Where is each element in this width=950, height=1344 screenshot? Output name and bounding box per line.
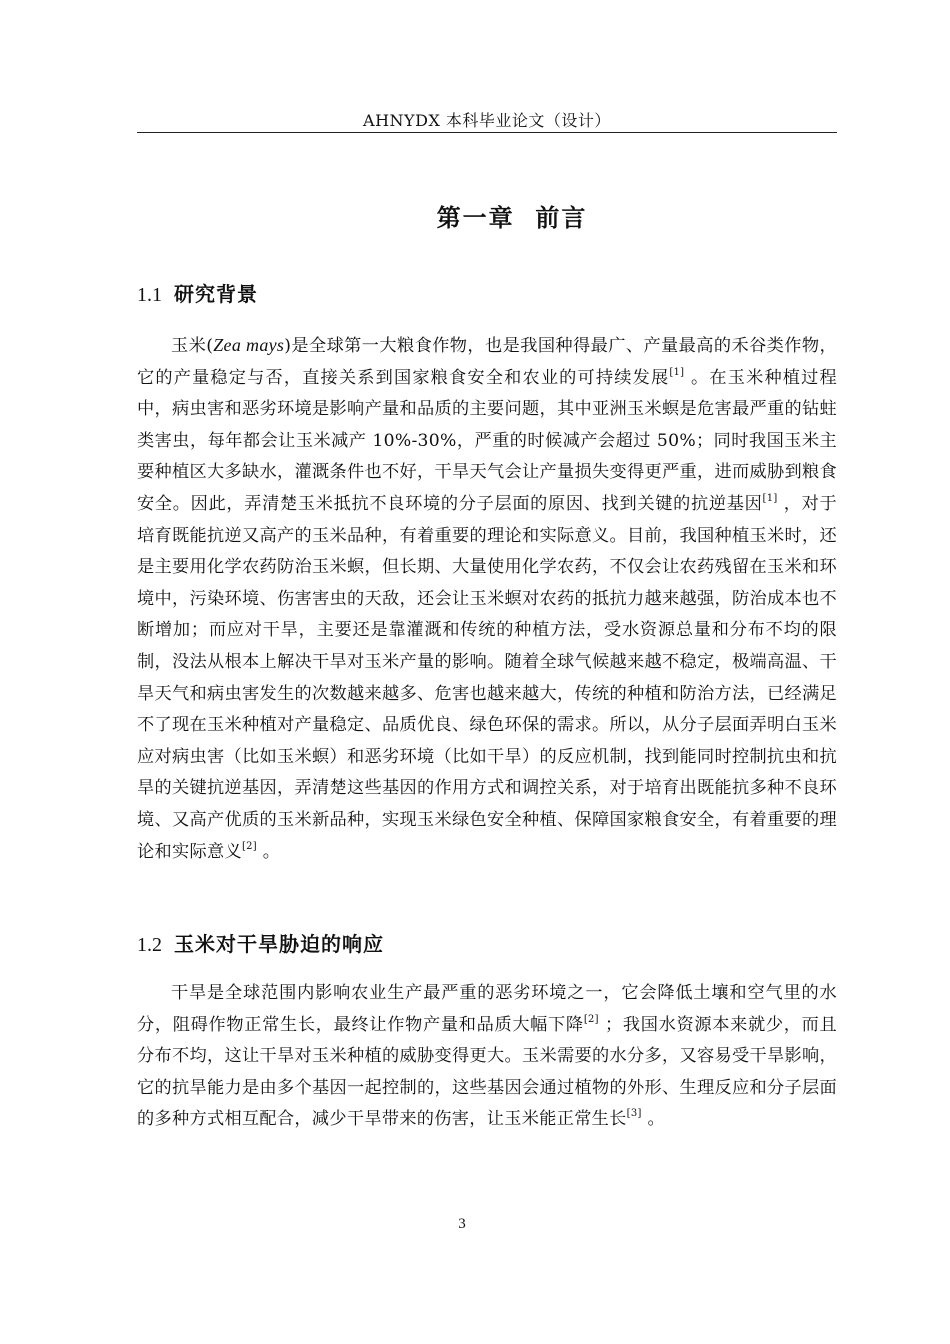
paragraph-text: 。 bbox=[257, 841, 281, 862]
paragraph-text: 玉米( bbox=[171, 336, 214, 356]
section-heading-1-2 bbox=[137, 928, 384, 957]
paragraph-text: ；我国水资源本来就少，而且分布不均，这让干旱对玉米种植的威胁变得更大。玉米需要的水分多，又容易受干旱影响，它的抗旱能力是由多个基因一起控制的，这些基因会通过植物的外形、生理反应和分子层面的多种方式相互配合，减少干旱带来的伤害，让玉米能正常生长 bbox=[137, 1014, 837, 1130]
section-number: 1.2 bbox=[137, 934, 162, 956]
header-rule bbox=[137, 132, 837, 133]
running-header: AHNYDX 本科毕业论文（设计） bbox=[363, 111, 611, 130]
paragraph-text: 。在玉米种植过程中，病虫害和恶劣环境是影响产量和品质的主要问题，其中亚洲玉米螟是危害最严重的钻蛀类害虫，每年都会让玉米减产 10%-30%，严重的时候减产会超过 50%；同时我国玉米主要种植区大多缺水，灌溉条件也不好，干旱天气会让产量损失变得更严重，进而威胁到粮食安全。因此，弄清楚玉米抵抗不良环境的分子层面的原因、找到关键的抗逆基因 bbox=[137, 367, 837, 514]
body-paragraph-1 bbox=[137, 330, 837, 868]
section-number: 1.1 bbox=[137, 284, 162, 306]
section-heading-1-1 bbox=[137, 278, 258, 307]
section-title: 玉米对干旱胁迫的响应 bbox=[174, 932, 384, 956]
paragraph-text: 。 bbox=[641, 1109, 665, 1130]
citation-ref: [1] bbox=[762, 492, 778, 504]
page-number: 3 bbox=[458, 1216, 466, 1232]
latin-name: Zea mays bbox=[213, 335, 285, 355]
citation-ref: [1] bbox=[669, 366, 685, 378]
chapter-title: 第一章 前言 bbox=[436, 204, 588, 232]
citation-ref: [3] bbox=[626, 1108, 642, 1120]
paragraph-text: 干旱是全球范围内影响农业生产最严重的恶劣环境之一，它会降低土壤和空气里的水分，阻碍作物正常生长，最终让作物产量和品质大幅下降 bbox=[137, 983, 837, 1035]
citation-ref: [2] bbox=[241, 840, 258, 852]
citation-ref: [2] bbox=[583, 1013, 599, 1025]
section-title: 研究背景 bbox=[174, 282, 258, 306]
paragraph-text: ，对于培育既能抗逆又高产的玉米品种，有着重要的理论和实际意义。目前，我国种植玉米时，还是主要用化学农药防治玉米螟，但长期、大量使用化学农药，不仅会让农药残留在玉米和环境中，污染环境、伤害害虫的天敌，还会让玉米螟对农药的抵抗力越来越强，防治成本也不断增加；而应对干旱，主要还是靠灌溉和传统的种植方法，受水资源总量和分布不均的限制，没法从根本上解决干旱对玉米产量的影响。随着全球气候越来越不稳定，极端高温、干旱天气和病虫害发生的次数越来越多、危害也越来越大，传统的种植和防治方法，已经满足不了现在玉米种植对产量稳定、品质优良、绿色环保的需求。所以，从分子层面弄明白玉米应对病虫害（比如玉米螟）和恶劣环境（比如干旱）的反应机制，找到能同时控制抗虫和抗旱的关键抗逆基因，弄清楚这些基因的作用方式和调控关系，对于培育出既能抗多种不良环境、又高产优质的玉米新品种，实现玉米绿色安全种植、保障国家粮食安全，有着重要的理论和实际意义 bbox=[137, 493, 837, 862]
paragraph-text: )是全球第一大粮食作物，也是我国种得最广、产量最高的禾谷类作物，它的产量稳定与否，直接关系到国家粮食安全和农业的可持续发展 bbox=[137, 336, 837, 388]
body-paragraph-2 bbox=[137, 978, 837, 1136]
